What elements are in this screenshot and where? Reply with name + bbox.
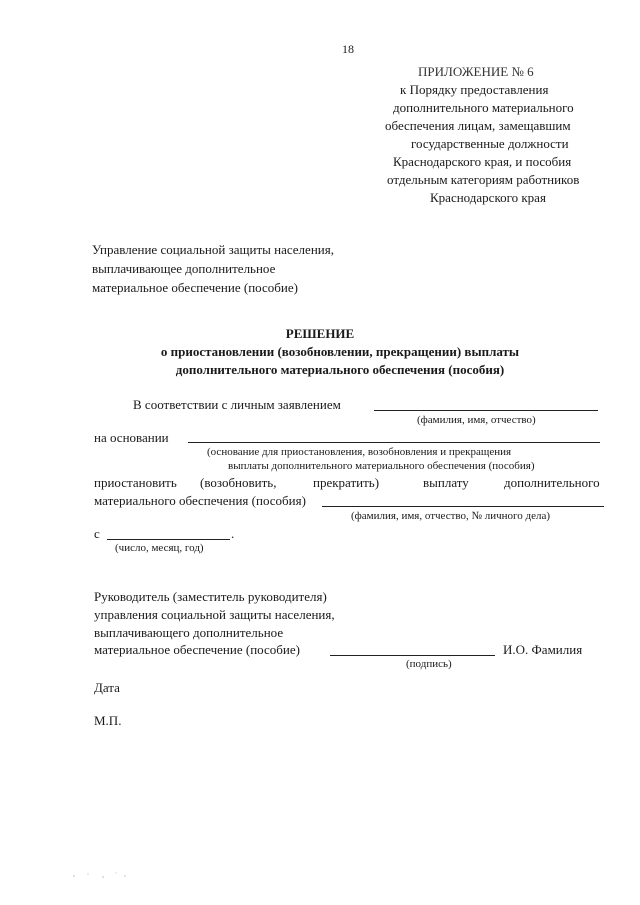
- signature-hint: (подпись): [406, 658, 452, 670]
- signature-line: выплачивающего дополнительное: [94, 625, 284, 640]
- decision-title: РЕШЕНИЕ: [285, 326, 355, 341]
- signature-line: Руководитель (заместитель руководителя): [94, 589, 327, 604]
- appendix-line: к Порядку предоставления: [400, 82, 549, 97]
- action-hint: (фамилия, имя, отчество, № личного дела): [351, 510, 551, 522]
- action-blank: [322, 506, 604, 507]
- action-word: приостановить: [94, 475, 177, 490]
- action-line-2: материального обеспечения (пособия): [94, 493, 306, 508]
- decision-subtitle: о приостановлении (возобновлении, прекращении) выплаты: [160, 344, 520, 359]
- signature-last-line: материальное обеспечение (пособие): [94, 642, 300, 657]
- department-line: материальное обеспечение (пособие): [92, 280, 298, 295]
- basis-label: на основании: [94, 430, 169, 445]
- action-word: дополнительного: [504, 475, 600, 490]
- date-blank: [107, 539, 230, 540]
- basis-hint: (основание для приостановления, возобновления и прекращения: [207, 446, 512, 458]
- date-prefix: с: [94, 526, 100, 541]
- appendix-line: Краснодарского края: [430, 190, 546, 205]
- signature-name: И.О. Фамилия: [503, 642, 583, 657]
- department-line: выплачивающее дополнительное: [92, 261, 276, 276]
- action-word: (возобновить,: [200, 475, 277, 490]
- date-hint: (число, месяц, год): [115, 542, 204, 554]
- statement-label: В соответствии с личным заявлением: [133, 397, 341, 412]
- scan-noise: [70, 868, 140, 882]
- appendix-line: дополнительного материального: [393, 100, 574, 115]
- basis-blank: [188, 442, 600, 443]
- date-suffix: .: [231, 526, 235, 541]
- appendix-line: обеспечения лицам, замещавшим: [385, 118, 571, 133]
- department-line: Управление социальной защиты населения,: [92, 242, 334, 257]
- statement-blank: [374, 410, 598, 411]
- appendix-line: отдельным категориям работников: [387, 172, 580, 187]
- signature-blank: [330, 655, 495, 656]
- statement-hint: (фамилия, имя, отчество): [417, 414, 536, 426]
- basis-hint: выплаты дополнительного материального обеспечения (пособия): [228, 460, 535, 472]
- stamp-label: М.П.: [94, 713, 122, 728]
- appendix-title: ПРИЛОЖЕНИЕ № 6: [418, 64, 534, 79]
- appendix-line: Краснодарского края, и пособия: [393, 154, 572, 169]
- action-word: выплату: [423, 475, 469, 490]
- date-label: Дата: [94, 680, 120, 695]
- appendix-line: государственные должности: [411, 136, 569, 151]
- action-word: прекратить): [313, 475, 380, 490]
- decision-subtitle: дополнительного материального обеспечения (пособия): [175, 362, 505, 377]
- signature-line: управления социальной защиты населения,: [94, 607, 335, 622]
- page-number: 18: [342, 42, 354, 56]
